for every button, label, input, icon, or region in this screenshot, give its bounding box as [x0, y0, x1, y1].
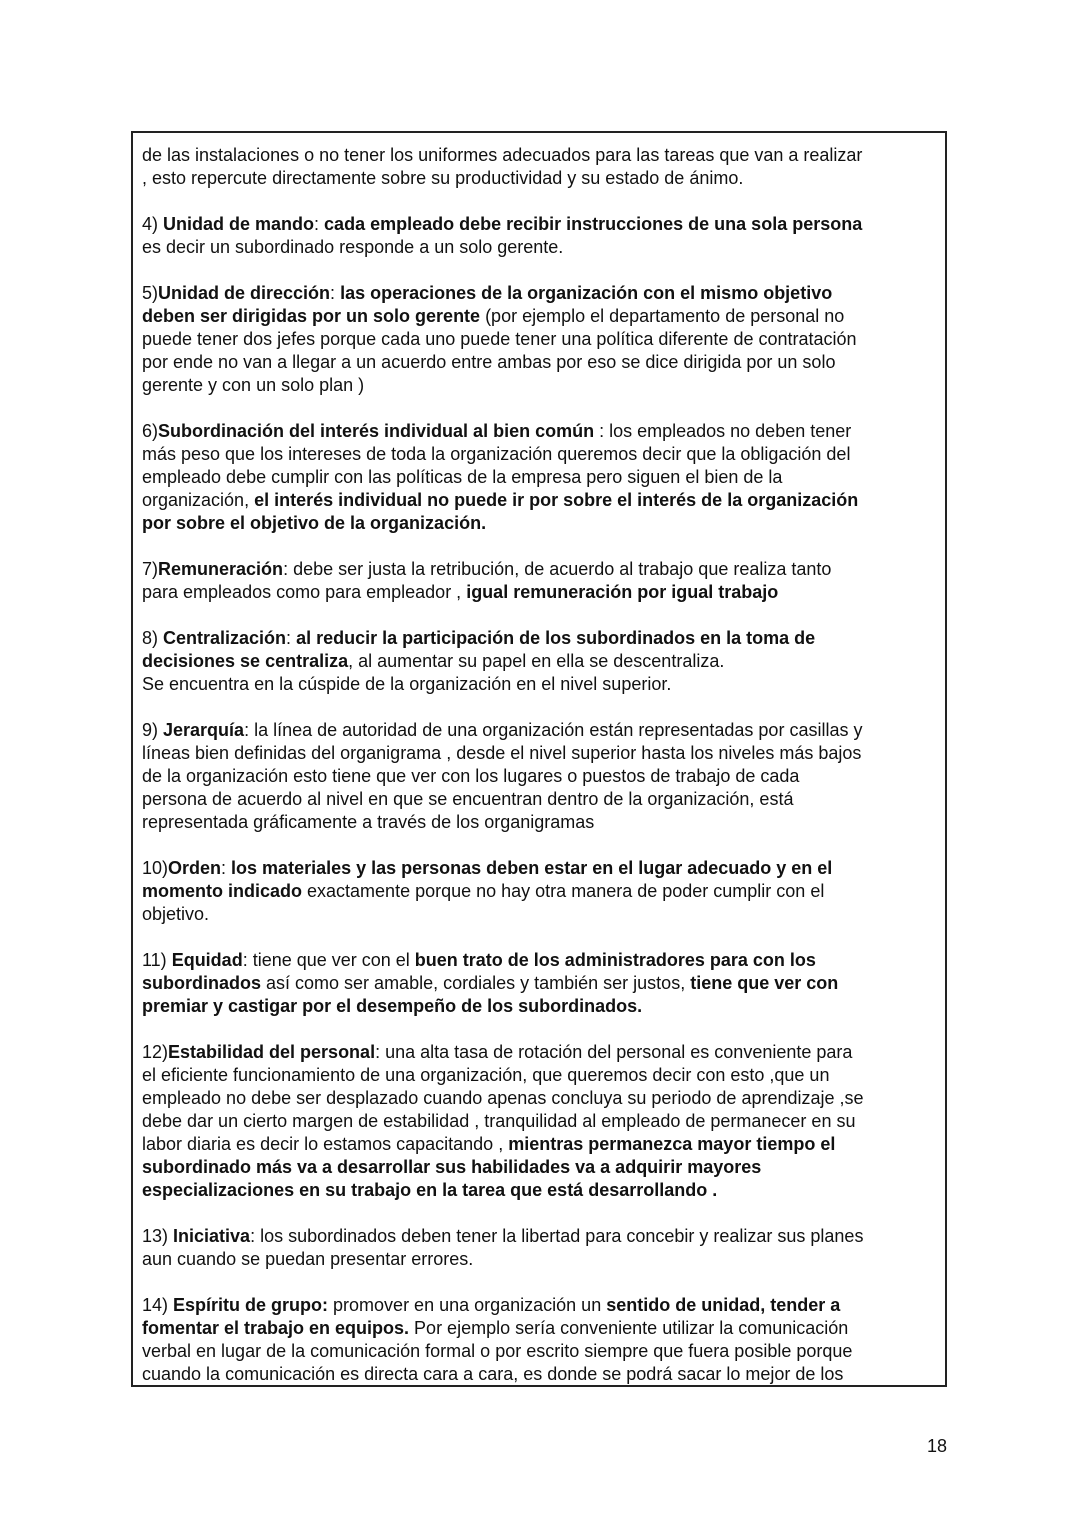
text-line	[142, 466, 945, 489]
text-line	[142, 282, 945, 305]
text-line	[142, 213, 945, 236]
text: : una alta tasa de rotación del personal es conveniente para	[375, 1042, 853, 1062]
text: 4)	[142, 214, 164, 234]
text-line	[142, 880, 945, 903]
text: :	[330, 283, 341, 303]
text-line	[142, 650, 945, 673]
text: 12)	[142, 1042, 169, 1062]
bold-text: subordinado más va a desarrollar sus habilidades va a adquirir mayores	[142, 1157, 762, 1177]
text: 11)	[142, 950, 172, 970]
text-line	[142, 949, 945, 972]
text: 7)	[142, 559, 159, 579]
text-line	[142, 1087, 945, 1110]
text: : los empleados no deben tener	[594, 421, 852, 441]
text: de las instalaciones o no tener los uniformes adecuados para las tareas que van a realizar	[142, 145, 863, 165]
text: : debe ser justa la retribución, de acuerdo al trabajo que realiza tanto	[283, 559, 832, 579]
text-line	[142, 374, 945, 397]
text: Se encuentra en la cúspide de la organización en el nivel superior.	[142, 674, 672, 694]
text: objetivo.	[142, 904, 210, 924]
bold-text: Unidad de mando	[163, 214, 315, 234]
text-line	[142, 581, 945, 604]
paragraph	[142, 1041, 945, 1202]
text-line	[142, 1156, 945, 1179]
text-line	[142, 673, 945, 696]
text-line	[142, 972, 945, 995]
bold-text: por sobre el objetivo de la organización.	[142, 513, 487, 533]
text-line	[142, 420, 945, 443]
bold-text: los materiales y las personas deben estar en el lugar adecuado y en el	[231, 858, 833, 878]
text-frame	[131, 131, 947, 1387]
text-line	[142, 903, 945, 926]
bold-text: Subordinación del interés individual al bien común	[158, 421, 595, 441]
bold-text: Jerarquía	[163, 720, 245, 740]
text-line	[142, 995, 945, 1018]
text-line	[142, 305, 945, 328]
text-line	[142, 328, 945, 351]
paragraph	[142, 1225, 945, 1271]
bold-text: decisiones se centraliza	[142, 651, 349, 671]
bold-text: igual remuneración por igual trabajo	[466, 582, 779, 602]
text-line	[142, 742, 945, 765]
text: (por ejemplo el departamento de personal no	[480, 306, 845, 326]
text: , esto repercute directamente sobre su productividad y su estado de ánimo.	[142, 168, 744, 188]
bold-text: sentido de unidad, tender a	[606, 1295, 841, 1315]
paragraph	[142, 282, 945, 397]
text: gerente y con un solo plan )	[142, 375, 365, 395]
text-line	[142, 1225, 945, 1248]
text: : tiene que ver con el	[242, 950, 415, 970]
text: :	[221, 858, 232, 878]
text-line	[142, 1179, 945, 1202]
text: :	[314, 214, 325, 234]
text: : los subordinados deben tener la libertad para concebir y realizar sus planes	[250, 1226, 864, 1246]
text: organización,	[142, 490, 255, 510]
text: : la línea de autoridad de una organización están representadas por casillas y	[244, 720, 863, 740]
paragraph	[142, 420, 945, 535]
text: 9)	[142, 720, 164, 740]
text-line	[142, 1340, 945, 1363]
text: es decir un subordinado responde a un solo gerente.	[142, 237, 564, 257]
bold-text: al reducir la participación de los subordinados en la toma de	[296, 628, 816, 648]
bold-text: Estabilidad del personal	[168, 1042, 376, 1062]
text: empleado debe cumplir con las políticas de la empresa pero siguen el bien de la	[142, 467, 783, 487]
text-line	[142, 788, 945, 811]
text: exactamente porque no hay otra manera de poder cumplir con el	[302, 881, 825, 901]
text: verbal en lugar de la comunicación formal o por escrito siempre que fuera posible porque	[142, 1341, 853, 1361]
text: labor diaria es decir lo estamos capacitando ,	[142, 1134, 509, 1154]
text-line	[142, 236, 945, 259]
bold-text: Iniciativa	[173, 1226, 251, 1246]
text-line	[142, 1041, 945, 1064]
text: , al aumentar su papel en ella se descentraliza.	[348, 651, 725, 671]
bold-text: mientras permanezca mayor tiempo el	[508, 1134, 836, 1154]
bold-text: fomentar el trabajo en equipos.	[142, 1318, 410, 1338]
paragraph	[142, 627, 945, 696]
paragraph	[142, 949, 945, 1018]
bold-text: especializaciones en su trabajo en la tarea que está desarrollando .	[142, 1180, 718, 1200]
text: 6)	[142, 421, 159, 441]
text: de la organización esto tiene que ver con los lugares o puestos de trabajo de cada	[142, 766, 800, 786]
paragraph	[142, 558, 945, 604]
text: 14)	[142, 1295, 174, 1315]
text: :	[286, 628, 297, 648]
bold-text: Orden	[168, 858, 222, 878]
paragraph	[142, 719, 945, 834]
bold-text: el interés individual no puede ir por sobre el interés de la organización	[254, 490, 859, 510]
text-line	[142, 719, 945, 742]
bold-text: buen trato de los administradores para con los	[414, 950, 816, 970]
text-line	[142, 857, 945, 880]
paragraph	[142, 213, 945, 259]
bold-text: Unidad de dirección	[158, 283, 331, 303]
text-line	[142, 1317, 945, 1340]
bold-text: momento indicado	[142, 881, 303, 901]
paragraph	[142, 857, 945, 926]
text: así como ser amable, cordiales y también ser justos,	[261, 973, 691, 993]
text-line	[142, 1294, 945, 1317]
text-line	[142, 443, 945, 466]
text: 5)	[142, 283, 159, 303]
text: Por ejemplo sería conveniente utilizar la comunicación	[409, 1318, 849, 1338]
text: debe dar un cierto margen de estabilidad , tranquilidad al empleado de permanecer en su	[142, 1111, 856, 1131]
text-line	[142, 558, 945, 581]
text-line	[142, 811, 945, 834]
text-line	[142, 765, 945, 788]
text-line	[142, 1064, 945, 1087]
bold-text: subordinados	[142, 973, 262, 993]
text: más peso que los intereses de toda la organización queremos decir que la obligación del	[142, 444, 851, 464]
text: aun cuando se puedan presentar errores.	[142, 1249, 474, 1269]
text: líneas bien definidas del organigrama , desde el nivel superior hasta los niveles más bajos	[142, 743, 862, 763]
text-line	[142, 1133, 945, 1156]
text: puede tener dos jefes porque cada uno puede tener una política diferente de contratación	[142, 329, 857, 349]
text: cuando la comunicación es directa cara a cara, es donde se podrá sacar lo mejor de los	[142, 1364, 844, 1384]
text: promover en una organización un	[328, 1295, 607, 1315]
text-line	[142, 167, 945, 190]
bold-text: las operaciones de la organización con el mismo objetivo	[340, 283, 833, 303]
bold-text: Centralización	[163, 628, 287, 648]
text: 13)	[142, 1226, 174, 1246]
text: persona de acuerdo al nivel en que se encuentran dentro de la organización, está	[142, 789, 794, 809]
text: empleado no debe ser desplazado cuando apenas concluya su periodo de aprendizaje ,se	[142, 1088, 864, 1108]
bold-text: cada empleado debe recibir instrucciones de una sola persona	[324, 214, 863, 234]
bold-text: Remuneración	[158, 559, 284, 579]
text-line	[142, 1248, 945, 1271]
bold-text: Espíritu de grupo:	[173, 1295, 329, 1315]
paragraph	[142, 1294, 945, 1386]
text-line	[142, 144, 945, 167]
bold-text: deben ser dirigidas por un solo gerente	[142, 306, 481, 326]
bold-text: tiene que ver con	[690, 973, 839, 993]
text-line	[142, 1110, 945, 1133]
text: representada gráficamente a través de los organigramas	[142, 812, 595, 832]
text-line	[142, 489, 945, 512]
text: 10)	[142, 858, 169, 878]
text-line	[142, 351, 945, 374]
text: por ende no van a llegar a un acuerdo entre ambas por eso se dice dirigida por un solo	[142, 352, 836, 372]
bold-text: premiar y castigar por el desempeño de los subordinados.	[142, 996, 643, 1016]
bold-text: Equidad	[171, 950, 243, 970]
text: para empleados como para empleador ,	[142, 582, 467, 602]
text-line	[142, 512, 945, 535]
document-body	[133, 133, 945, 1386]
page-number: 18	[927, 1436, 948, 1456]
text: el eficiente funcionamiento de una organización, que queremos decir con esto ,que un	[142, 1065, 830, 1085]
text: 8)	[142, 628, 164, 648]
text-line	[142, 1363, 945, 1386]
text-line	[142, 627, 945, 650]
paragraph	[142, 144, 945, 190]
